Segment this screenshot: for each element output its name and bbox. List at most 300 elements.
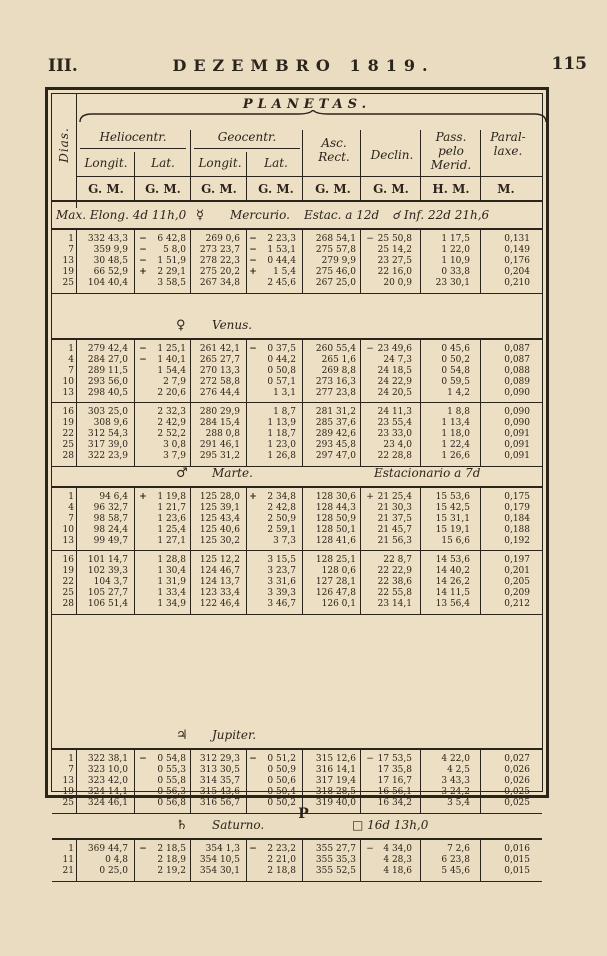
table-cell: 6 23,8 xyxy=(441,855,470,865)
table-cell: 128 25,1 xyxy=(315,555,356,565)
planet-symbol-icon: ☿ xyxy=(196,208,204,223)
table-cell: 1 34,9 xyxy=(157,599,186,609)
table-row xyxy=(52,440,542,451)
table-row xyxy=(52,344,542,355)
dias-column-header xyxy=(52,94,77,208)
table-cell: 0 44,4 xyxy=(267,256,296,266)
table-cell: 0 4,8 xyxy=(105,855,128,865)
col-h-lat: Lat. xyxy=(151,156,175,170)
table-cell: 125 12,2 xyxy=(199,555,240,565)
table-cell: 278 22,3 xyxy=(199,256,240,266)
table-cell: 281 31,2 xyxy=(315,407,356,417)
planet-symbol-icon: ♀ xyxy=(176,318,186,333)
table-cell: 0 50,2 xyxy=(267,798,296,808)
column-rule xyxy=(246,152,247,200)
table-cell: 0,025 xyxy=(504,798,530,808)
column-rule xyxy=(302,130,303,200)
table-cell: 125 43,4 xyxy=(199,514,240,524)
table-cell: 0 55,8 xyxy=(157,776,186,786)
table-cell: 284 27,0 xyxy=(87,355,128,365)
table-cell: 11 xyxy=(62,855,74,865)
table-cell: 0,087 xyxy=(504,344,530,354)
page-header xyxy=(0,0,607,90)
planet-title-row xyxy=(52,724,542,746)
table-cell: 267 34,8 xyxy=(199,278,240,288)
table-cell: 293 56,0 xyxy=(87,377,128,387)
table-cell: 22 8,7 xyxy=(383,555,412,565)
column-rule xyxy=(190,340,191,466)
table-cell: 14 11,5 xyxy=(435,588,470,598)
table-cell: 14 53,6 xyxy=(435,555,470,565)
table-cell: 106 51,4 xyxy=(87,599,128,609)
table-cell: 295 31,2 xyxy=(199,451,240,461)
table-cell: 3 39,3 xyxy=(267,588,296,598)
table-cell: 21 45,7 xyxy=(377,525,412,535)
col-asc: Asc. Rect. xyxy=(318,136,350,164)
table-cell: 1 53,1 xyxy=(267,245,296,255)
column-rule xyxy=(190,840,191,881)
table-row xyxy=(52,754,542,765)
column-rule xyxy=(302,230,303,293)
col-h-long: Longit. xyxy=(84,156,128,170)
table-cell: 319 40,0 xyxy=(315,798,356,808)
table-cell: 279 9,9 xyxy=(321,256,356,266)
column-rule xyxy=(302,750,303,813)
table-cell: 24 22,9 xyxy=(377,377,412,387)
table-cell: 5 45,6 xyxy=(441,866,470,876)
table-cell: + xyxy=(249,267,257,277)
table-cell: 0,197 xyxy=(504,555,530,565)
table-cell: 1 26,8 xyxy=(267,451,296,461)
table-cell: 272 58,8 xyxy=(199,377,240,387)
table-cell: 24 20,5 xyxy=(377,388,412,398)
planet-note-right: □ 16d 13h,0 xyxy=(352,818,429,832)
signature-mark: P xyxy=(298,806,309,822)
table-cell: 19 xyxy=(62,418,74,428)
table-cell: 0,026 xyxy=(504,765,530,775)
table-cell: 105 27,7 xyxy=(87,588,128,598)
table-cell: 19 xyxy=(62,267,74,277)
table-cell: 25 xyxy=(62,278,74,288)
table-cell: 24 18,5 xyxy=(377,366,412,376)
table-cell: 354 10,5 xyxy=(199,855,240,865)
row-group-rule xyxy=(52,550,542,551)
table-cell: 2 21,0 xyxy=(267,855,296,865)
column-rule xyxy=(76,230,77,293)
planet-symbol-icon: ♂ xyxy=(176,466,188,481)
table-cell: 316 56,7 xyxy=(199,798,240,808)
unit-label: M. xyxy=(497,182,515,196)
table-cell: 260 55,4 xyxy=(315,344,356,354)
block-bottom-rule xyxy=(52,614,542,615)
table-cell: 0,015 xyxy=(504,866,530,876)
table-row xyxy=(52,588,542,599)
table-cell: 7 xyxy=(68,765,74,775)
table-cell: 318 28,5 xyxy=(315,787,356,797)
table-cell: 16 xyxy=(62,555,74,565)
table-row xyxy=(52,451,542,462)
table-cell: 4 28,3 xyxy=(383,855,412,865)
table-cell: 4 2,5 xyxy=(447,765,470,775)
column-rule xyxy=(420,130,421,200)
table-cell: 0,091 xyxy=(504,451,530,461)
table-cell: 288 0,8 xyxy=(205,429,240,439)
column-rule xyxy=(302,488,303,614)
table-cell: 314 35,7 xyxy=(199,776,240,786)
table-cell: 1 13,9 xyxy=(267,418,296,428)
table-cell: 13 56,4 xyxy=(435,599,470,609)
table-cell: 13 xyxy=(62,388,74,398)
table-cell: 291 46,1 xyxy=(199,440,240,450)
table-cell: 308 9,6 xyxy=(93,418,128,428)
table-cell: 3 58,5 xyxy=(157,278,186,288)
table-cell: 1 30,4 xyxy=(157,566,186,576)
table-cell: 269 0,6 xyxy=(205,234,240,244)
column-rule xyxy=(480,230,481,293)
table-cell: 3 0,8 xyxy=(163,440,186,450)
helio-underline xyxy=(80,148,186,149)
column-rule xyxy=(246,750,247,813)
table-cell: 15 31,1 xyxy=(435,514,470,524)
geo-underline xyxy=(194,148,300,149)
planet-name: Venus. xyxy=(212,318,253,332)
block-bottom-rule xyxy=(52,293,542,294)
table-cell: 6 42,8 xyxy=(157,234,186,244)
table-cell: 0 57,1 xyxy=(267,377,296,387)
table-cell: 332 43,3 xyxy=(87,234,128,244)
table-cell: 17 35,8 xyxy=(377,765,412,775)
table-cell: − xyxy=(366,754,374,764)
planets-table xyxy=(45,87,549,876)
table-cell: 19 xyxy=(62,566,74,576)
table-cell: 3 5,4 xyxy=(447,798,470,808)
planet-title-row xyxy=(52,462,542,484)
column-rule xyxy=(480,840,481,881)
table-cell: 16 56,1 xyxy=(377,787,412,797)
table-cell: 123 33,4 xyxy=(199,588,240,598)
table-cell: 104 3,7 xyxy=(93,577,128,587)
table-cell: 0 54,8 xyxy=(157,754,186,764)
table-cell: 125 40,6 xyxy=(199,525,240,535)
column-rule xyxy=(480,488,481,614)
column-rule xyxy=(246,340,247,466)
table-cell: 277 23,8 xyxy=(315,388,356,398)
column-rule xyxy=(76,840,77,881)
table-cell: 23 49,6 xyxy=(377,344,412,354)
table-row xyxy=(52,366,542,377)
column-rule xyxy=(420,230,421,293)
table-cell: 16 xyxy=(62,407,74,417)
table-cell: 96 32,7 xyxy=(93,503,128,513)
page-number-left: III. xyxy=(48,56,78,76)
column-rule xyxy=(134,840,135,881)
table-cell: 297 47,0 xyxy=(315,451,356,461)
table-cell: 23 4,0 xyxy=(383,440,412,450)
table-row xyxy=(52,844,542,855)
table-row xyxy=(52,234,542,245)
table-cell: 0 55,3 xyxy=(157,765,186,775)
table-cell: 122 46,4 xyxy=(199,599,240,609)
table-cell: 101 14,7 xyxy=(87,555,128,565)
planet-symbol-icon: ♄ xyxy=(176,818,188,833)
table-cell: − xyxy=(366,234,374,244)
block-bottom-rule xyxy=(52,881,542,882)
table-cell: 269 8,8 xyxy=(321,366,356,376)
table-cell: 21 xyxy=(62,866,74,876)
table-cell: 17 53,5 xyxy=(377,754,412,764)
table-cell: 0,087 xyxy=(504,355,530,365)
column-rule xyxy=(190,488,191,614)
table-row xyxy=(52,555,542,566)
table-cell: 0,212 xyxy=(504,599,530,609)
planet-name: Marte. xyxy=(212,466,253,480)
table-cell: 25 xyxy=(62,798,74,808)
table-cell: 14 26,2 xyxy=(435,577,470,587)
table-cell: 1 54,4 xyxy=(157,366,186,376)
table-cell: 3 23,7 xyxy=(267,566,296,576)
table-cell: 4 34,0 xyxy=(383,844,412,854)
table-cell: 0,204 xyxy=(504,267,530,277)
table-cell: 98 58,7 xyxy=(93,514,128,524)
table-cell: 22 xyxy=(62,429,74,439)
table-cell: 2 42,9 xyxy=(157,418,186,428)
table-cell: 94 6,4 xyxy=(99,492,128,502)
table-cell: 1 23,6 xyxy=(157,514,186,524)
table-cell: 1 13,4 xyxy=(441,418,470,428)
table-cell: 315 12,6 xyxy=(315,754,356,764)
table-row xyxy=(52,536,542,547)
table-cell: 2 32,3 xyxy=(157,407,186,417)
units-divider xyxy=(52,200,542,202)
table-cell: 2 18,8 xyxy=(267,866,296,876)
column-rule xyxy=(190,130,191,200)
table-cell: 126 47,8 xyxy=(315,588,356,598)
table-cell: − xyxy=(366,844,374,854)
table-cell: 355 52,5 xyxy=(315,866,356,876)
planet-name: Jupiter. xyxy=(212,728,257,742)
planet-title-row xyxy=(52,204,542,226)
table-cell: 19 xyxy=(62,787,74,797)
table-cell: 5 8,0 xyxy=(163,245,186,255)
table-cell: 1 33,4 xyxy=(157,588,186,598)
table-cell: 1 3,1 xyxy=(273,388,296,398)
table-cell: 0,091 xyxy=(504,440,530,450)
table-cell: 3 31,6 xyxy=(267,577,296,587)
table-row xyxy=(52,245,542,256)
unit-label: G. M. xyxy=(145,182,181,196)
column-rule xyxy=(190,750,191,813)
table-cell: 1 18,7 xyxy=(267,429,296,439)
column-rule xyxy=(76,488,77,614)
table-cell: 0 37,5 xyxy=(267,344,296,354)
table-row xyxy=(52,776,542,787)
table-cell: + xyxy=(139,492,147,502)
table-cell: 0,131 xyxy=(504,234,530,244)
table-cell: − xyxy=(249,754,257,764)
table-cell: 23 33,0 xyxy=(377,429,412,439)
table-cell: − xyxy=(249,344,257,354)
table-row xyxy=(52,492,542,503)
page-title: DEZEMBRO 1819. xyxy=(172,56,435,75)
table-cell: 0,027 xyxy=(504,754,530,764)
planet-rule xyxy=(52,338,542,340)
planet-title-row xyxy=(52,314,542,336)
column-rule xyxy=(190,230,191,293)
table-cell: 128 50,9 xyxy=(315,514,356,524)
column-rule xyxy=(134,750,135,813)
col-pass: Pass. pelo Merid. xyxy=(430,130,472,172)
table-cell: 2 52,2 xyxy=(157,429,186,439)
table-cell: 0 56,3 xyxy=(157,787,186,797)
table-cell: 317 19,4 xyxy=(315,776,356,786)
table-cell: 324 14,1 xyxy=(87,787,128,797)
table-cell: 0,175 xyxy=(504,492,530,502)
table-cell: 22 xyxy=(62,577,74,587)
table-cell: 316 14,1 xyxy=(315,765,356,775)
table-cell: 0,188 xyxy=(504,525,530,535)
table-cell: 312 29,3 xyxy=(199,754,240,764)
table-cell: + xyxy=(249,492,257,502)
table-cell: 323 10,0 xyxy=(87,765,128,775)
table-cell: 21 25,4 xyxy=(377,492,412,502)
table-cell: 22 28,8 xyxy=(377,451,412,461)
table-cell: 2 20,6 xyxy=(157,388,186,398)
table-cell: 13 xyxy=(62,256,74,266)
unit-label: G. M. xyxy=(315,182,351,196)
table-cell: 126 0,1 xyxy=(321,599,356,609)
table-cell: 2 50,9 xyxy=(267,514,296,524)
column-rule xyxy=(360,750,361,813)
unit-label: G. M. xyxy=(201,182,237,196)
table-cell: 102 39,3 xyxy=(87,566,128,576)
unit-label: G. M. xyxy=(258,182,294,196)
table-cell: 1 xyxy=(68,234,74,244)
table-cell: 0 50,6 xyxy=(267,776,296,786)
table-cell: 1 28,8 xyxy=(157,555,186,565)
column-rule xyxy=(76,340,77,466)
table-cell: − xyxy=(139,245,147,255)
table-cell: 17 16,7 xyxy=(377,776,412,786)
table-cell: 3 43,3 xyxy=(441,776,470,786)
table-cell: 1 21,7 xyxy=(157,503,186,513)
planet-rule xyxy=(52,748,542,750)
table-cell: 1 31,9 xyxy=(157,577,186,587)
table-cell: 21 37,5 xyxy=(377,514,412,524)
table-row xyxy=(52,599,542,610)
table-cell: 128 44,3 xyxy=(315,503,356,513)
table-cell: 355 27,7 xyxy=(315,844,356,854)
table-cell: 0,184 xyxy=(504,514,530,524)
table-cell: 265 27,7 xyxy=(199,355,240,365)
table-cell: 293 45,8 xyxy=(315,440,356,450)
table-cell: 2 29,1 xyxy=(157,267,186,277)
table-cell: 99 49,7 xyxy=(93,536,128,546)
table-cell: 0 51,2 xyxy=(267,754,296,764)
table-cell: 4 xyxy=(68,355,74,365)
table-cell: 128 41,6 xyxy=(315,536,356,546)
planet-note-right: ☌ Inf. 22d 21h,6 xyxy=(392,208,490,222)
planet-symbol-icon: ♃ xyxy=(176,728,188,743)
table-cell: 7 xyxy=(68,245,74,255)
table-cell: 124 46,7 xyxy=(199,566,240,576)
table-cell: 322 23,9 xyxy=(87,451,128,461)
table-row xyxy=(52,256,542,267)
table-cell: 1 4,2 xyxy=(447,388,470,398)
table-cell: 0 50,2 xyxy=(441,355,470,365)
column-rule xyxy=(246,840,247,881)
table-cell: 1 18,0 xyxy=(441,429,470,439)
table-row xyxy=(52,267,542,278)
planet-rule xyxy=(52,486,542,488)
table-cell: 3 24,2 xyxy=(441,787,470,797)
col-g-long: Longit. xyxy=(198,156,242,170)
table-cell: 284 15,4 xyxy=(199,418,240,428)
table-cell: 21 30,3 xyxy=(377,503,412,513)
table-row xyxy=(52,388,542,399)
table-cell: 0 25,0 xyxy=(99,866,128,876)
table-cell: 25 xyxy=(62,440,74,450)
table-cell: 298 40,5 xyxy=(87,388,128,398)
column-rule xyxy=(76,750,77,813)
table-cell: 2 42,8 xyxy=(267,503,296,513)
table-cell: 279 42,4 xyxy=(87,344,128,354)
col-g-lat: Lat. xyxy=(264,156,288,170)
table-cell: 3 46,7 xyxy=(267,599,296,609)
table-cell: 1 xyxy=(68,344,74,354)
table-cell: 4 xyxy=(68,503,74,513)
table-cell: 1 5,4 xyxy=(273,267,296,277)
col-paral: Paral-laxe. xyxy=(490,130,526,158)
table-cell: 3 7,3 xyxy=(273,536,296,546)
planet-note-mid: Estac. a 12d xyxy=(304,208,380,222)
table-cell: 128 30,6 xyxy=(315,492,356,502)
table-cell: 2 23,3 xyxy=(267,234,296,244)
table-cell: 22 55,8 xyxy=(377,588,412,598)
table-cell: 0,179 xyxy=(504,503,530,513)
planet-name: Mercurio. xyxy=(230,208,290,222)
table-cell: 124 13,7 xyxy=(199,577,240,587)
table-cell: 354 30,1 xyxy=(199,866,240,876)
table-cell: 10 xyxy=(62,377,74,387)
column-rule xyxy=(480,750,481,813)
caption-brace-icon xyxy=(78,110,548,124)
table-cell: 1 8,7 xyxy=(273,407,296,417)
table-cell: − xyxy=(139,344,147,354)
column-rule xyxy=(420,340,421,466)
table-cell: 312 54,3 xyxy=(87,429,128,439)
table-row xyxy=(52,514,542,525)
table-cell: 0,209 xyxy=(504,588,530,598)
table-cell: 15 53,6 xyxy=(435,492,470,502)
table-cell: 104 40,4 xyxy=(87,278,128,288)
table-cell: − xyxy=(139,844,147,854)
dias-label: Dias. xyxy=(57,127,71,163)
table-cell: 0,090 xyxy=(504,418,530,428)
table-cell: 125 28,0 xyxy=(199,492,240,502)
table-cell: 0 54,8 xyxy=(441,366,470,376)
table-caption: PLANETAS. xyxy=(242,97,372,112)
table-cell: 7 xyxy=(68,514,74,524)
table-cell: 7 2,6 xyxy=(447,844,470,854)
table-cell: 0,210 xyxy=(504,278,530,288)
table-cell: 1 51,9 xyxy=(157,256,186,266)
table-cell: 14 40,2 xyxy=(435,566,470,576)
table-row xyxy=(52,278,542,289)
table-cell: 324 46,1 xyxy=(87,798,128,808)
table-cell: 322 38,1 xyxy=(87,754,128,764)
planet-note-left: Max. Elong. 4d 11h,0 xyxy=(56,208,187,222)
col-decl: Declin. xyxy=(370,148,414,162)
